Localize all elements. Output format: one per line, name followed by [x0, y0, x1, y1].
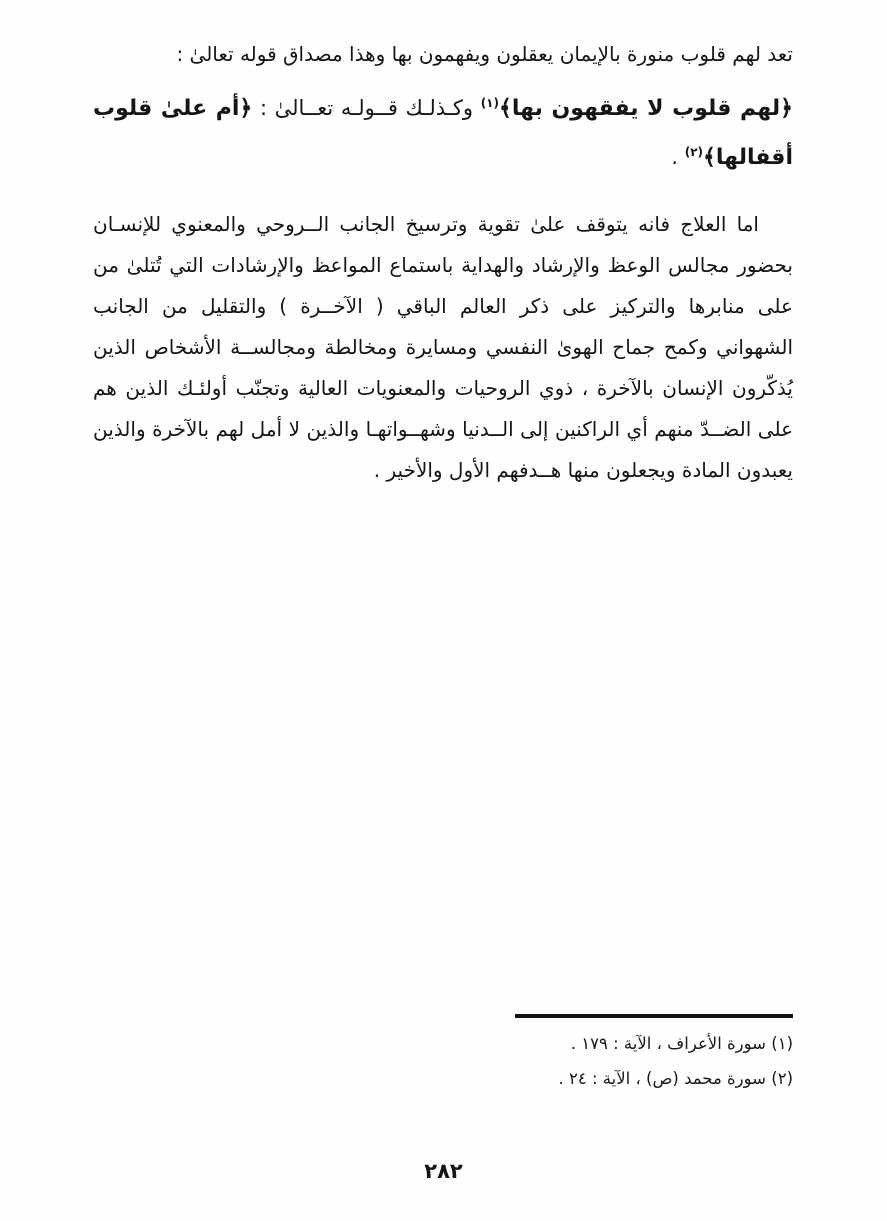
- verse-paragraph: [93, 84, 793, 182]
- intro-paragraph: تعد لهم قلوب منورة بالإيمان يعقلون ويفهمون بها وهذا مصداق قوله تعالىٰ :: [176, 42, 793, 66]
- footnote-2: (٢) سورة محمد (ص) ، الآية : ٢٤ .: [558, 1069, 793, 1088]
- footnote-ref-2: (٢): [684, 145, 704, 159]
- main-text-block: [93, 34, 793, 491]
- page-number: ٢٨٢: [424, 1159, 463, 1183]
- footnote-1: (١) سورة الأعراف ، الآية : ١٧٩ .: [570, 1034, 793, 1053]
- footnote-separator-rule: [515, 1014, 793, 1018]
- body-paragraph: اما العلاج فانه يتوقف علىٰ تقوية وترسيخ الجانب الــروحي والمعنوي للإنسـان بحضور مجالس الوعظ والإرشاد والهداية باستماع المواعظ والإرشادات التي تُتلىٰ من على منابرها والتركيز على ذكر العالم الباقي ( الآخــرة ) والتقليل من الجانب الشهواني وكمح جماح الهوىٰ النفسي ومسايرة ومخالطة ومجالســة الأشخاص الذين يُذكّرون الإنسان بالآخرة ، ذوي الروحيات والمعنويات العالية وتجنّب أولئـك الذين هم على الضــدّ منهم أي الراكنين إلى الــدنيا وشهــواتهـا والذين لا أمل لهم بالآخرة والذين يعبدون المادة ويجعلون منها هــدفهم الأول والأخير .: [93, 212, 793, 482]
- verse-terminator: .: [671, 145, 685, 169]
- verse-connector: وكـذلـك قــولـه تعــالىٰ :: [252, 96, 481, 120]
- quran-quote-1: ﴿لهم قلوب لا يفقهون بها﴾: [498, 96, 793, 121]
- footnote-ref-1: (١): [480, 96, 499, 110]
- footnote-area: [93, 1014, 793, 1100]
- quran-quote-2: ﴿أم علىٰ قلوب أقفالها﴾: [93, 96, 793, 170]
